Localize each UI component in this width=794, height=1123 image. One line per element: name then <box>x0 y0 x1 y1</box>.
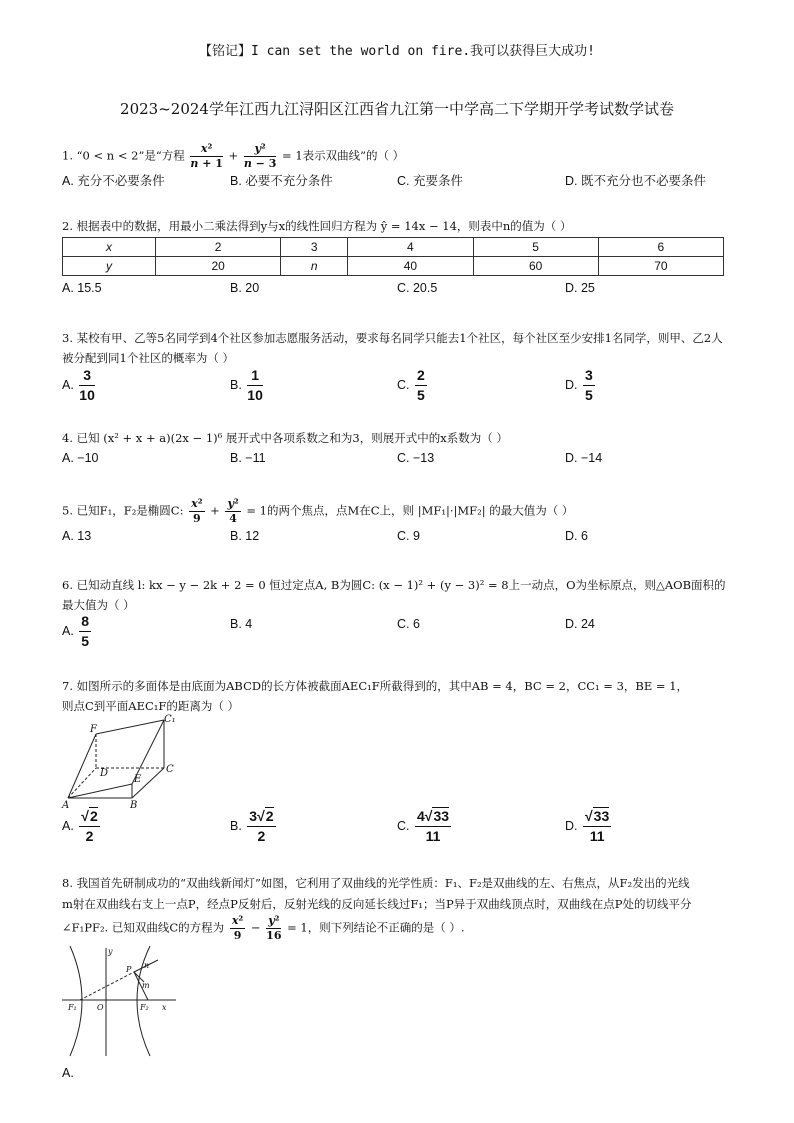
q2-option-c[interactable]: C. 20.5 <box>397 281 438 295</box>
label-B: B <box>130 800 138 810</box>
q7-option-c[interactable]: C. $\frac{4√33}{11}$ <box>397 808 450 844</box>
q5-frac-2: $\frac{\text{y²}}{4}$ <box>227 497 239 525</box>
q1-option-a[interactable]: A. 充分不必要条件 <box>62 174 165 188</box>
q5-text-pre: 5. 已知F₁，F₂是椭圆C: <box>62 503 184 518</box>
table-cell: 3 <box>281 238 348 257</box>
question-6-line-2: 最大值为（ ） <box>62 598 135 612</box>
q2-option-b[interactable]: B. 20 <box>230 281 260 295</box>
table-cell: 40 <box>348 257 473 276</box>
question-1: 1. “0 < n < 2”是“方程 $\frac{\text{x²}}{n + 1}$ + $\frac{\text{y²}}{n - 3}$ = 1表示双曲线”的（ ） <box>62 142 405 170</box>
motto: 【铭记】I can set the world on fire.我可以获得巨大成功! <box>199 44 595 59</box>
q3-option-b[interactable]: B. $\frac{1}{10}$ <box>230 367 263 403</box>
q3-option-a[interactable]: A. $\frac{3}{10}$ <box>62 367 95 403</box>
q5-frac-1: $\frac{\text{x²}}{9}$ <box>191 497 203 525</box>
label-O: O <box>97 1003 104 1012</box>
label-F: F <box>90 724 97 735</box>
q4-option-b[interactable]: B. −11 <box>230 451 266 465</box>
q5-option-d[interactable]: D. 6 <box>565 529 588 543</box>
label-x: x <box>162 1003 167 1012</box>
q6-option-c[interactable]: C. 6 <box>397 617 420 631</box>
table-cell: 6 <box>598 238 723 257</box>
table-cell: 20 <box>156 257 281 276</box>
question-2: 2. 根据表中的数据，用最小二乘法得到y与x的线性回归方程为 ŷ = 14x − 14，则表中n的值为（ ） <box>62 219 572 233</box>
table-row-x <box>63 238 724 257</box>
q4-option-d[interactable]: D. −14 <box>565 451 603 465</box>
q4-option-c[interactable]: C. −13 <box>397 451 435 465</box>
q1-option-d[interactable]: D. 既不充分也不必要条件 <box>565 174 706 188</box>
table-cell: y <box>63 257 156 276</box>
q5-option-a[interactable]: A. 13 <box>62 529 92 543</box>
question-7-line-2: 则点C到平面AEC₁F的距离为（ ） <box>62 699 240 713</box>
label-A: A <box>62 800 70 810</box>
q1-text-post: = 1表示双曲线”的（ ） <box>282 148 405 163</box>
table-row-y <box>63 257 724 276</box>
label-m: m <box>142 981 150 990</box>
q1-option-c[interactable]: C. 充要条件 <box>397 174 463 188</box>
q1-option-b[interactable]: B. 必要不充分条件 <box>230 174 333 188</box>
q5-option-c[interactable]: C. 9 <box>397 529 420 543</box>
label-P: P <box>126 965 132 974</box>
q7-polyhedron-figure <box>60 712 190 810</box>
label-F1: F₁ <box>68 1003 77 1012</box>
table-cell: 5 <box>473 238 598 257</box>
table-cell: 60 <box>473 257 598 276</box>
question-5: 5. 已知F₁，F₂是椭圆C: $\frac{\text{x²}}{9}$ + $\frac{\text{y²}}{4}$ = 1的两个焦点，点M在C上，则 |MF₁|·|MF₂| 的最大值为（ ） <box>62 497 574 525</box>
question-3-line-1: 3. 某校有甲、乙等5名同学到4个社区参加志愿服务活动，要求每名同学只能去1个社区，每个社区至少安排1名同学，则甲、乙2人 <box>62 331 723 345</box>
q8-hyperbola-figure <box>60 944 180 1062</box>
table-cell: n <box>281 257 348 276</box>
table-cell: 70 <box>598 257 723 276</box>
label-D: D <box>100 768 109 779</box>
q8-option-a[interactable]: A. <box>62 1066 74 1080</box>
question-6-line-1: 6. 已知动直线 l: kx − y − 2k + 2 = 0 恒过定点A, B为圆C: (x − 1)² + (y − 3)² = 8上一动点，O为坐标原点，则△AOB面积的 <box>62 578 726 592</box>
q1-text-pre: 1. “0 < n < 2”是“方程 <box>62 148 185 163</box>
table-cell: x <box>63 238 156 257</box>
q3-option-c[interactable]: C. $\frac{2}{5}$ <box>397 367 425 403</box>
q2-option-d[interactable]: D. 25 <box>565 281 595 295</box>
page-title: 2023~2024学年江西九江浔阳区江西省九江第一中学高二下学期开学考试数学试卷 <box>120 100 674 118</box>
q2-data-table <box>62 237 724 276</box>
q1-frac-2: $\frac{\text{y²}}{n - 3}$ <box>243 142 277 170</box>
table-cell: 4 <box>348 238 473 257</box>
label-F2: F₂ <box>140 1003 149 1012</box>
question-7-line-1: 7. 如图所示的多面体是由底面为ABCD的长方体被截面AEC₁F所截得到的，其中AB = 4，BC = 2，CC₁ = 3，BE = 1， <box>62 679 689 693</box>
q6-option-b[interactable]: B. 4 <box>230 617 253 631</box>
q7-option-a[interactable]: A. $\frac{√2}{2}$ <box>62 808 98 844</box>
q6-option-a[interactable]: A. $\frac{8}{5}$ <box>62 613 90 649</box>
table-cell: 2 <box>156 238 281 257</box>
question-8-line-1: 8. 我国首先研制成功的“双曲线新闻灯”如图，它利用了双曲线的光学性质：F₁、F₂是双曲线的左、右焦点，从F₂发出的光线 <box>62 876 690 890</box>
q4-option-a[interactable]: A. −10 <box>62 451 99 465</box>
q7-option-d[interactable]: D. $\frac{√33}{11}$ <box>565 808 610 844</box>
question-8-line-3: ∠F₁PF₂. 已知双曲线C的方程为 $\frac{\text{x²}}{9}$ − $\frac{\text{y²}}{16}$ = 1，则下列结论不正确的是（ ）. <box>62 914 465 942</box>
label-n: n <box>144 961 150 970</box>
label-E: E <box>134 774 142 785</box>
label-y: y <box>108 947 113 956</box>
q5-text-post: = 1的两个焦点，点M在C上，则 |MF₁|·|MF₂| 的最大值为（ ） <box>246 503 574 518</box>
q1-frac-1: $\frac{\text{x²}}{n + 1}$ <box>190 142 223 170</box>
question-3-line-2: 被分配到同1个社区的概率为（ ） <box>62 351 234 365</box>
q7-option-b[interactable]: B. $\frac{3√2}{2}$ <box>230 808 274 844</box>
label-C1: C₁ <box>164 714 176 725</box>
q2-option-a[interactable]: A. 15.5 <box>62 281 102 295</box>
q5-option-b[interactable]: B. 12 <box>230 529 260 543</box>
q3-option-d[interactable]: D. $\frac{3}{5}$ <box>565 367 593 403</box>
question-8-line-2: m射在双曲线右支上一点P，经点P反射后，反射光线的反向延长线过F₁；当P异于双曲线顶点时，双曲线在点P处的切线平分 <box>62 897 692 911</box>
question-4: 4. 已知 (x² + x + a)(2x − 1)⁶ 展开式中各项系数之和为3，则展开式中的x系数为（ ） <box>62 431 508 445</box>
label-C: C <box>166 764 174 775</box>
q6-option-d[interactable]: D. 24 <box>565 617 595 631</box>
